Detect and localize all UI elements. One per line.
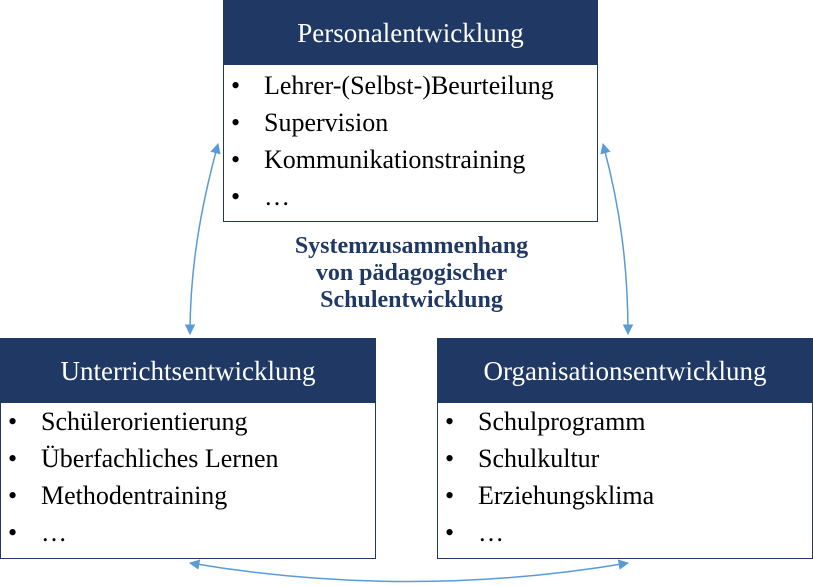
organisationsentwicklung-box: [437, 338, 813, 559]
arrow-personal-unterricht: [190, 144, 218, 334]
bullet-icon: •: [231, 182, 241, 211]
list-item-label: …: [264, 182, 290, 211]
center-title-line: von pädagogischer: [315, 260, 508, 286]
center-title-line: Systemzusammenhang: [294, 233, 529, 259]
list-item: [224, 141, 597, 178]
unterrichtsentwicklung-box: [0, 338, 376, 559]
list-item-label: Überfachliches Lernen: [41, 444, 279, 473]
list-item: [224, 104, 597, 141]
arrow-personal-organisation: [603, 144, 628, 334]
organisationsentwicklung-header: Organisationsentwicklung: [438, 339, 812, 403]
personalentwicklung-header: Personalentwicklung: [224, 1, 597, 65]
bullet-icon: •: [8, 481, 18, 510]
list-item: [1, 440, 375, 477]
list-item-label: Schülerorientierung: [41, 407, 248, 436]
list-item-label: Methodentraining: [41, 481, 228, 510]
arrow-unterricht-organisation: [190, 563, 628, 582]
list-item-label: Kommunikationstraining: [264, 145, 526, 174]
list-item-label: Erziehungsklima: [478, 481, 655, 510]
unterrichtsentwicklung-list: [1, 403, 375, 551]
bullet-icon: •: [445, 481, 455, 510]
unterrichtsentwicklung-header: Unterrichtsentwicklung: [1, 339, 375, 403]
bullet-icon: •: [8, 444, 18, 473]
bullet-icon: •: [8, 407, 18, 436]
list-item-label: Schulprogramm: [478, 407, 646, 436]
list-item: [438, 403, 812, 440]
list-item: [438, 440, 812, 477]
center-title-line: Schulentwicklung: [320, 287, 503, 313]
list-item-label: Lehrer-(Selbst-)Beurteilung: [264, 71, 554, 100]
personalentwicklung-box: [223, 0, 598, 222]
list-item: [1, 514, 375, 551]
list-item-label: Supervision: [264, 108, 389, 137]
bullet-icon: •: [231, 71, 241, 100]
bullet-icon: •: [231, 108, 241, 137]
list-item: [224, 178, 597, 215]
list-item: [1, 403, 375, 440]
bullet-icon: •: [231, 145, 241, 174]
list-item-label: Schulkultur: [478, 444, 600, 473]
list-item: [438, 477, 812, 514]
organisationsentwicklung-list: [438, 403, 812, 551]
center-title: [250, 233, 573, 314]
list-item: [438, 514, 812, 551]
bullet-icon: •: [445, 444, 455, 473]
bullet-icon: •: [445, 407, 455, 436]
list-item-label: …: [41, 518, 67, 547]
list-item: [1, 477, 375, 514]
bullet-icon: •: [445, 518, 455, 547]
personalentwicklung-list: [224, 65, 597, 215]
list-item-label: …: [478, 518, 504, 547]
bullet-icon: •: [8, 518, 18, 547]
list-item: [224, 67, 597, 104]
